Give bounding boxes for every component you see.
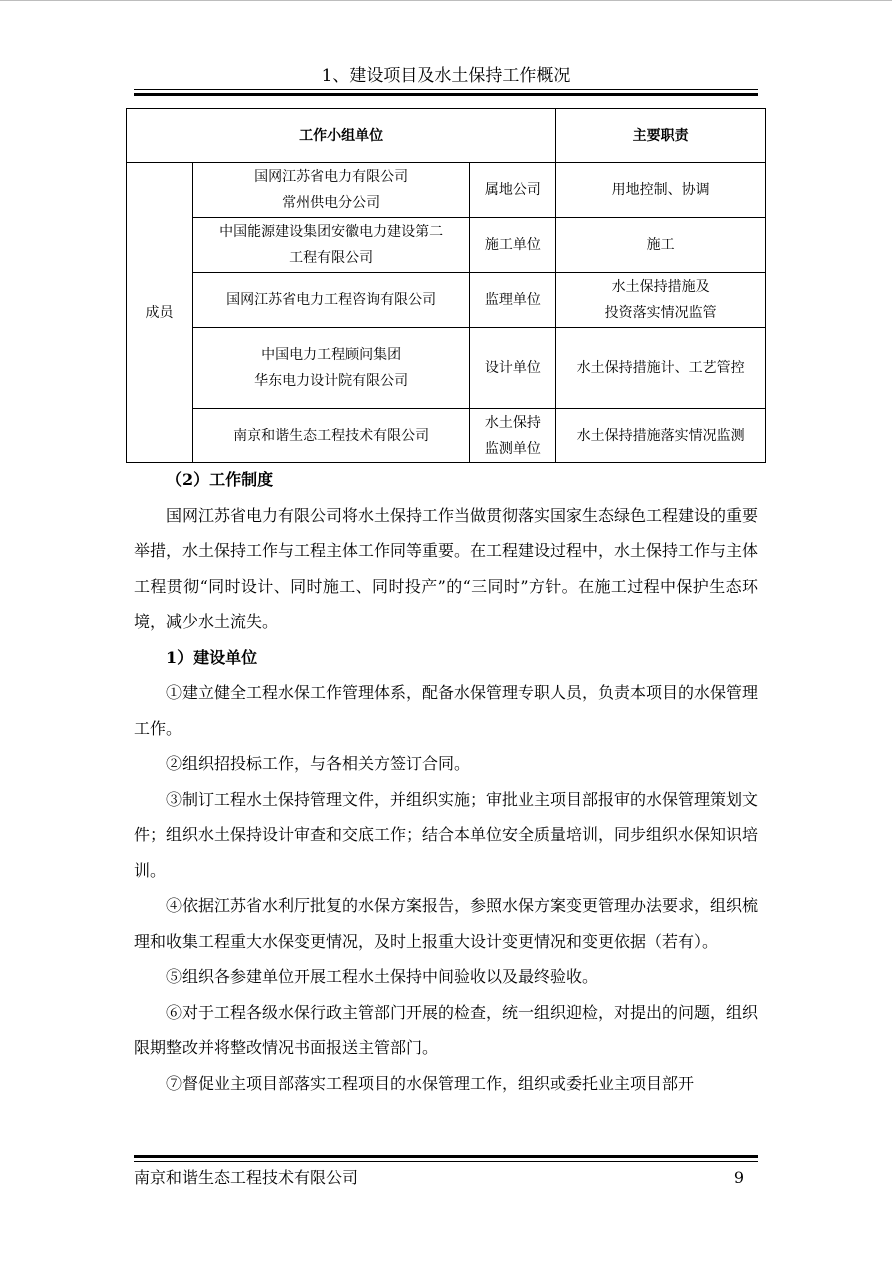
org-name-cell bbox=[192, 328, 470, 409]
duty-cell-line: 投资落实情况监管 bbox=[604, 305, 717, 321]
section-heading: （2）工作制度 bbox=[166, 470, 274, 489]
body-paragraph: ⑦督促业主项目部落实工程项目的水保管理工作，组织或委托业主项目部开 bbox=[166, 1073, 695, 1093]
body-paragraph: ⑥对于工程各级水保行政主管部门开展的检查，统一组织迎检，对提出的问题，组织限期整改并将整改情况书面报送主管部门。 bbox=[134, 1002, 759, 1057]
work-group-table-body bbox=[127, 109, 766, 463]
unit-type-cell bbox=[470, 163, 556, 218]
header-rule-thin bbox=[134, 89, 758, 90]
body-paragraph: ④依据江苏省水利厅批复的水保方案报告，参照水保方案变更管理办法要求，组织梳理和收集工程重大水保变更情况，及时上报重大设计变更情况和变更依据（若有）。 bbox=[134, 896, 759, 951]
table-header-row bbox=[127, 109, 766, 163]
table-row bbox=[127, 218, 766, 273]
org-name-cell bbox=[192, 218, 470, 273]
body-paragraph: ⑤组织各参建单位开展工程水土保持中间验收以及最终验收。 bbox=[166, 967, 599, 986]
duty-cell bbox=[556, 409, 766, 463]
unit-type-cell-line: 监理单位 bbox=[484, 292, 541, 308]
page-top-edge bbox=[0, 0, 892, 1]
footer-rule-thick bbox=[134, 1155, 758, 1158]
unit-type-cell-line: 监测单位 bbox=[484, 440, 541, 457]
org-name-cell-line: 国网江苏省电力有限公司 bbox=[254, 169, 409, 185]
unit-type-cell bbox=[470, 218, 556, 273]
page-number: 9 bbox=[733, 1168, 744, 1187]
org-name-cell-line: 南京和谐生态工程技术有限公司 bbox=[233, 427, 430, 444]
duty-cell bbox=[556, 273, 766, 328]
unit-type-cell-line: 施工单位 bbox=[484, 237, 541, 253]
header-rule-thick bbox=[134, 93, 758, 96]
duty-cell-line: 水土保持措施落实情况监测 bbox=[576, 427, 745, 444]
unit-type-cell bbox=[470, 409, 556, 463]
org-name-cell bbox=[192, 273, 470, 328]
duty-cell-line: 水土保持措施计、工艺管控 bbox=[576, 360, 745, 376]
table-row bbox=[127, 328, 766, 409]
body-text bbox=[134, 462, 758, 1101]
org-name-cell-line: 常州供电分公司 bbox=[282, 195, 381, 211]
footer-rule-thin bbox=[134, 1161, 758, 1162]
body-paragraph: ②组织招投标工作，与各相关方签订合同。 bbox=[166, 754, 471, 773]
org-name-cell bbox=[192, 409, 470, 463]
unit-type-cell-line: 设计单位 bbox=[484, 360, 541, 376]
org-name-cell-line: 国网江苏省电力工程咨询有限公司 bbox=[226, 292, 437, 308]
table-head-unit: 工作小组单位 bbox=[127, 109, 556, 163]
duty-cell-line: 水土保持措施及 bbox=[611, 279, 710, 295]
org-name-cell-line: 工程有限公司 bbox=[289, 250, 374, 266]
duty-cell-line: 施工 bbox=[646, 237, 675, 253]
unit-type-cell-line: 水土保持 bbox=[484, 414, 541, 431]
table-row bbox=[127, 273, 766, 328]
section-heading: 1）建设单位 bbox=[166, 647, 258, 667]
body-paragraph: ①建立健全工程水保工作管理体系，配备水保管理专职人员，负责本项目的水保管理工作。 bbox=[134, 683, 759, 738]
unit-type-cell-line: 属地公司 bbox=[484, 182, 541, 198]
footer-company: 南京和谐生态工程技术有限公司 bbox=[134, 1168, 359, 1187]
unit-type-cell bbox=[470, 328, 556, 409]
body-paragraph: 国网江苏省电力有限公司将水土保持工作当做贯彻落实国家生态绿色工程建设的重要举措，水土保持工作与工程主体工作同等重要。在工程建设过程中，水土保持工作与主体工程贯彻“同时设计、同时施工、同时投产”的“三同时”方针。在施工过程中保护生态环境，减少水土流失。 bbox=[134, 505, 759, 631]
table-head-duty: 主要职责 bbox=[556, 109, 766, 163]
running-header-title: 1、建设项目及水土保持工作概况 bbox=[321, 66, 571, 86]
member-label: 成员 bbox=[127, 163, 193, 463]
org-name-cell-line: 中国电力工程顾问集团 bbox=[261, 347, 402, 363]
duty-cell bbox=[556, 328, 766, 409]
unit-type-cell bbox=[470, 273, 556, 328]
table-row bbox=[127, 163, 766, 218]
table-row bbox=[127, 409, 766, 463]
duty-cell bbox=[556, 218, 766, 273]
duty-cell bbox=[556, 163, 766, 218]
work-group-table bbox=[126, 108, 766, 463]
org-name-cell bbox=[192, 163, 470, 218]
body-paragraph: ③制订工程水土保持管理文件，并组织实施；审批业主项目部报审的水保管理策划文件；组织水土保持设计审查和交底工作；结合本单位安全质量培训，同步组织水保知识培训。 bbox=[134, 789, 759, 880]
org-name-cell-line: 华东电力设计院有限公司 bbox=[254, 373, 409, 389]
org-name-cell-line: 中国能源建设集团安徽电力建设第二 bbox=[219, 224, 444, 240]
duty-cell-line: 用地控制、协调 bbox=[611, 182, 710, 198]
